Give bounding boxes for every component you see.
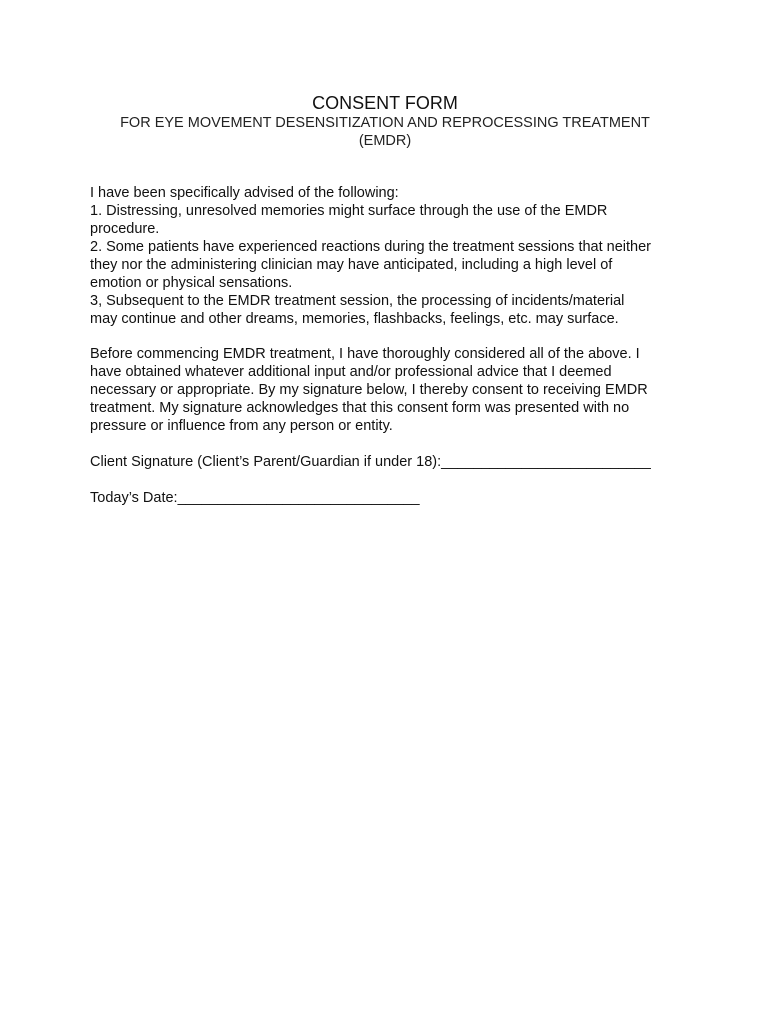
paragraph-line: they nor the administering clinician may have anticipated, including a high level of — [90, 257, 613, 273]
paragraph-line: pressure or influence from any person or entity. — [90, 418, 393, 434]
client-signature-field[interactable] — [90, 453, 690, 471]
paragraph-line: may continue and other dreams, memories, flashbacks, feelings, etc. may surface. — [90, 311, 619, 327]
advisement-paragraph — [90, 184, 690, 328]
paragraph-line: 1. Distressing, unresolved memories might surface through the use of the EMDR — [90, 203, 608, 219]
subtitle-line: FOR EYE MOVEMENT DESENSITIZATION AND REPROCESSING TREATMENT — [120, 115, 650, 131]
signature-label: Client Signature (Client’s Parent/Guardian if under 18):__________________________ — [90, 454, 651, 470]
subtitle-line: (EMDR) — [358, 133, 412, 149]
paragraph-line: procedure. — [90, 221, 160, 237]
paragraph-line: 2. Some patients have experienced reactions during the treatment sessions that neither — [90, 239, 651, 255]
date-label: Today’s Date:______________________________ — [90, 490, 420, 506]
paragraph-line: necessary or appropriate. By my signature below, I thereby consent to receiving EMDR — [90, 382, 648, 398]
paragraph-line: emotion or physical sensations. — [90, 275, 293, 291]
paragraph-line: I have been specifically advised of the following: — [90, 185, 399, 201]
consent-paragraph — [90, 345, 690, 435]
paragraph-line: Before commencing EMDR treatment, I have thoroughly considered all of the above. I — [90, 346, 640, 362]
paragraph-line: have obtained whatever additional input and/or professional advice that I deemed — [90, 364, 612, 380]
form-subtitle — [0, 114, 770, 150]
paragraph-line: treatment. My signature acknowledges that this consent form was presented with no — [90, 400, 630, 416]
todays-date-field[interactable] — [90, 489, 690, 507]
form-title: CONSENT FORM — [312, 93, 458, 113]
paragraph-line: 3, Subsequent to the EMDR treatment session, the processing of incidents/material — [90, 293, 625, 309]
